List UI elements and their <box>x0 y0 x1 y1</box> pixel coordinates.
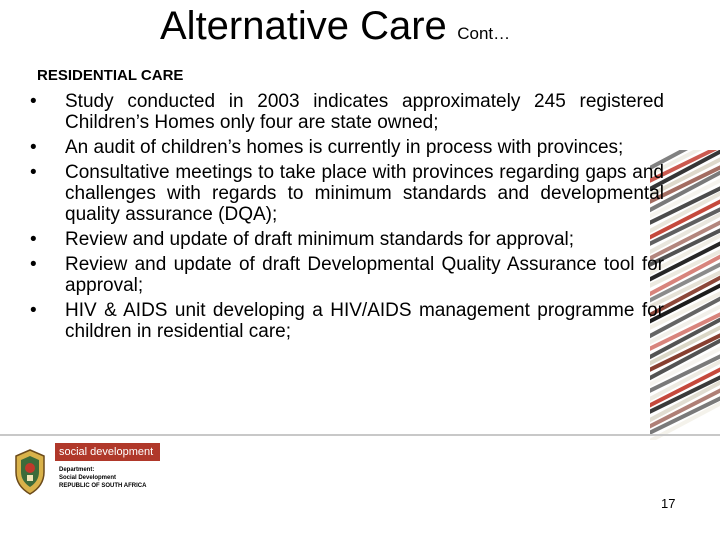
bullet-dot: • <box>30 300 37 321</box>
bullet-item <box>30 229 664 250</box>
bullet-dot: • <box>30 162 37 183</box>
section-heading: RESIDENTIAL CARE <box>37 67 184 84</box>
bullet-dot: • <box>30 254 37 275</box>
page-number: 17 <box>661 496 676 511</box>
bullet-item <box>30 162 664 225</box>
bullet-text: Consultative meetings to take place with provinces regarding gaps and challenges with regards to minimum standards and developmental quality assurance (DQA); <box>65 162 664 225</box>
title-main: Alternative Care <box>160 4 447 48</box>
bullet-dot: • <box>30 229 37 250</box>
bullet-item <box>30 254 664 296</box>
bullet-text: An audit of children’s homes is currently in process with provinces; <box>65 137 624 158</box>
bullet-item <box>30 300 664 342</box>
bullet-dot: • <box>30 137 37 158</box>
dept-line-1: Department: <box>59 467 95 473</box>
department-logo <box>0 434 720 504</box>
bullet-text: Study conducted in 2003 indicates approximately 245 registered Children’s Homes only four are state owned; <box>65 91 664 133</box>
bullet-dot: • <box>30 91 37 112</box>
logo-divider <box>0 434 720 436</box>
brand-banner: social development <box>55 443 160 461</box>
bullet-item <box>30 137 664 158</box>
bullet-text: Review and update of draft minimum standards for approval; <box>65 229 575 250</box>
coat-of-arms-icon <box>10 448 50 496</box>
dept-line-3: REPUBLIC OF SOUTH AFRICA <box>59 483 147 489</box>
bullet-text: HIV & AIDS unit developing a HIV/AIDS management programme for children in residential care; <box>65 300 664 342</box>
dept-line-2: Social Development <box>59 475 117 481</box>
bullet-item <box>30 91 664 133</box>
title-suffix: Cont… <box>457 24 511 43</box>
department-text <box>59 466 146 490</box>
slide-title <box>160 4 510 56</box>
bullet-text: Review and update of draft Developmental Quality Assurance tool for approval; <box>65 254 664 296</box>
bullet-list <box>30 91 664 346</box>
